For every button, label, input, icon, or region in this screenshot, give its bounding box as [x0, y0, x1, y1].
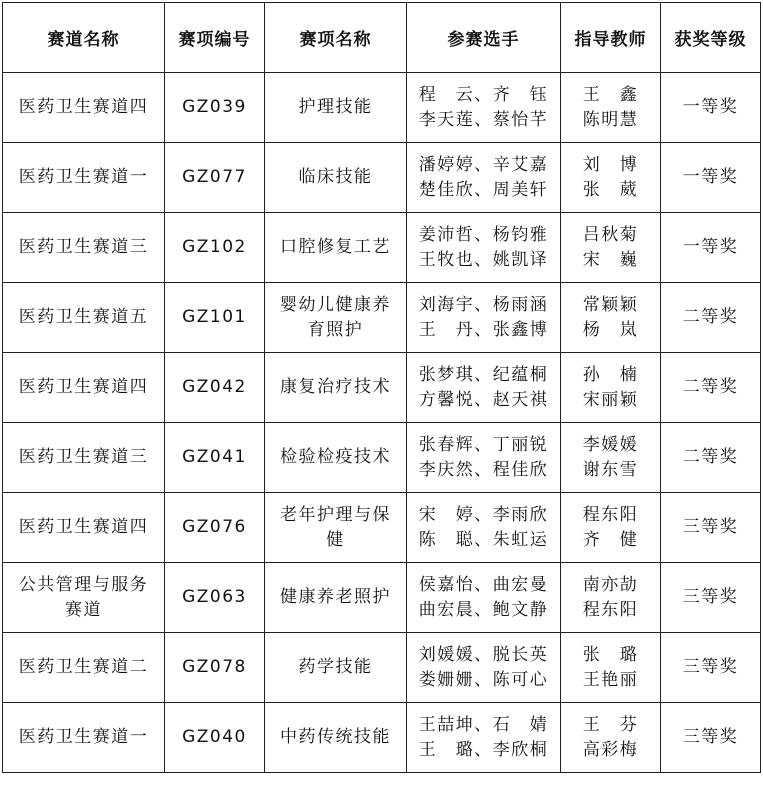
teachers-cell: [561, 143, 661, 213]
students-cell: [407, 633, 561, 703]
teachers-cell-line: 李媛媛: [582, 434, 639, 455]
teachers-cell-line: 谢东雪: [582, 459, 639, 480]
header-code: 赛项编号: [165, 3, 265, 73]
teachers-cell: [561, 703, 661, 773]
teachers-cell-line: 王 芬: [582, 714, 639, 735]
teachers-cell-line: 刘 博: [582, 154, 639, 175]
students-cell-line: 刘海宇、杨雨涵: [418, 294, 549, 315]
track-cell: [3, 493, 165, 563]
track-cell: [3, 73, 165, 143]
track-cell-line: 医药卫生赛道四: [18, 97, 149, 117]
teachers-cell-line: 南亦劼: [582, 574, 639, 595]
track-cell-line: 医药卫生赛道一: [18, 167, 149, 187]
code-cell: GZ040: [165, 703, 265, 773]
students-cell: [407, 353, 561, 423]
table-row: [3, 563, 761, 633]
students-cell-line: 王 丹、张鑫博: [418, 319, 549, 340]
track-cell: [3, 423, 165, 493]
table-row: [3, 633, 761, 703]
code-cell: GZ041: [165, 423, 265, 493]
event-cell-line: 药学技能: [298, 657, 373, 677]
teachers-cell-line: 高彩梅: [582, 739, 639, 760]
award-cell: 三等奖: [661, 493, 761, 563]
award-cell: 二等奖: [661, 423, 761, 493]
track-cell-line: 医药卫生赛道四: [18, 517, 149, 537]
track-cell-line: 医药卫生赛道三: [18, 237, 149, 257]
teachers-cell-line: 张 葳: [582, 179, 639, 200]
event-cell-line: 健: [326, 529, 345, 550]
teachers-cell-line: 王艳丽: [582, 669, 639, 690]
students-cell-line: 姜沛哲、杨钧雅: [418, 224, 549, 245]
table-row: [3, 283, 761, 353]
event-cell-line: 口腔修复工艺: [280, 237, 391, 257]
track-cell-line: 医药卫生赛道一: [18, 727, 149, 747]
teachers-cell-line: 王 鑫: [582, 84, 639, 105]
table-row: [3, 73, 761, 143]
code-cell: GZ063: [165, 563, 265, 633]
track-cell-line: 医药卫生赛道五: [18, 307, 149, 327]
track-cell-line: 医药卫生赛道二: [18, 657, 149, 677]
teachers-cell-line: 宋 巍: [582, 249, 639, 270]
event-cell: [265, 633, 407, 703]
students-cell: [407, 703, 561, 773]
event-cell-line: 检验检疫技术: [280, 447, 391, 467]
event-cell: [265, 493, 407, 563]
track-cell-line: 赛道: [65, 599, 102, 620]
teachers-cell: [561, 353, 661, 423]
track-cell-line: 医药卫生赛道三: [18, 447, 149, 467]
award-cell: 三等奖: [661, 703, 761, 773]
award-cell: 一等奖: [661, 143, 761, 213]
teachers-cell-line: 常颖颖: [582, 294, 639, 315]
teachers-cell: [561, 213, 661, 283]
table-row: [3, 423, 761, 493]
header-track: 赛道名称: [3, 3, 165, 73]
teachers-cell: [561, 283, 661, 353]
track-cell-line: 医药卫生赛道四: [18, 377, 149, 397]
event-cell: [265, 353, 407, 423]
award-cell: 二等奖: [661, 353, 761, 423]
students-cell-line: 程 云、齐 钰: [418, 84, 549, 105]
students-cell: [407, 493, 561, 563]
students-cell-line: 娄姗姗、陈可心: [418, 669, 549, 690]
event-cell-line: 育照护: [307, 319, 364, 340]
students-cell-line: 楚佳欣、周美轩: [418, 179, 549, 200]
table-row: [3, 213, 761, 283]
award-cell: 三等奖: [661, 563, 761, 633]
header-row: [3, 3, 761, 73]
event-cell-line: 健康养老照护: [280, 587, 391, 607]
students-cell: [407, 283, 561, 353]
track-cell-line: 公共管理与服务: [18, 574, 149, 595]
header-event: 赛项名称: [265, 3, 407, 73]
students-cell-line: 王牧也、姚凯译: [418, 249, 549, 270]
students-cell: [407, 143, 561, 213]
teachers-cell: [561, 73, 661, 143]
track-cell: [3, 563, 165, 633]
event-cell: [265, 423, 407, 493]
students-cell-line: 宋 婷、李雨欣: [418, 504, 549, 525]
event-cell-line: 婴幼儿健康养: [280, 294, 391, 315]
event-cell: [265, 703, 407, 773]
code-cell: GZ076: [165, 493, 265, 563]
teachers-cell-line: 陈明慧: [582, 109, 639, 130]
students-cell-line: 曲宏晨、鲍文静: [418, 599, 549, 620]
teachers-cell-line: 程东阳: [582, 599, 639, 620]
table-row: [3, 493, 761, 563]
award-cell: 三等奖: [661, 633, 761, 703]
award-cell: 二等奖: [661, 283, 761, 353]
code-cell: GZ039: [165, 73, 265, 143]
code-cell: GZ077: [165, 143, 265, 213]
students-cell-line: 陈 聪、朱虹运: [418, 529, 549, 550]
table-row: [3, 143, 761, 213]
awards-table: [2, 2, 761, 773]
students-cell-line: 潘婷婷、辛艾嘉: [418, 154, 549, 175]
teachers-cell-line: 吕秋菊: [582, 224, 639, 245]
students-cell: [407, 423, 561, 493]
teachers-cell: [561, 563, 661, 633]
code-cell: GZ078: [165, 633, 265, 703]
students-cell: [407, 73, 561, 143]
table-header: [3, 3, 761, 73]
students-cell: [407, 213, 561, 283]
track-cell: [3, 703, 165, 773]
table-body: [3, 73, 761, 773]
teachers-cell: [561, 423, 661, 493]
code-cell: GZ042: [165, 353, 265, 423]
students-cell-line: 方馨悦、赵天祺: [418, 389, 549, 410]
teachers-cell-line: 杨 岚: [582, 319, 639, 340]
code-cell: GZ102: [165, 213, 265, 283]
event-cell: [265, 73, 407, 143]
teachers-cell-line: 齐 健: [582, 529, 639, 550]
students-cell-line: 王 璐、李欣桐: [418, 739, 549, 760]
teachers-cell-line: 宋丽颖: [582, 389, 639, 410]
event-cell: [265, 283, 407, 353]
event-cell: [265, 213, 407, 283]
students-cell-line: 张梦琪、纪蕴桐: [418, 364, 549, 385]
teachers-cell: [561, 633, 661, 703]
track-cell: [3, 353, 165, 423]
award-cell: 一等奖: [661, 73, 761, 143]
table-row: [3, 703, 761, 773]
code-cell: GZ101: [165, 283, 265, 353]
event-cell-line: 护理技能: [298, 97, 373, 117]
students-cell: [407, 563, 561, 633]
event-cell-line: 临床技能: [298, 167, 373, 187]
event-cell: [265, 143, 407, 213]
track-cell: [3, 633, 165, 703]
track-cell: [3, 213, 165, 283]
event-cell: [265, 563, 407, 633]
track-cell: [3, 143, 165, 213]
students-cell-line: 张春辉、丁丽锐: [418, 434, 549, 455]
students-cell-line: 李天莲、蔡怡芊: [418, 109, 549, 130]
header-teachers: 指导教师: [561, 3, 661, 73]
teachers-cell-line: 张 璐: [582, 644, 639, 665]
teachers-cell-line: 程东阳: [582, 504, 639, 525]
students-cell-line: 王喆坤、石 婧: [418, 714, 549, 735]
students-cell-line: 刘媛媛、脱长英: [418, 644, 549, 665]
teachers-cell-line: 孙 楠: [582, 364, 639, 385]
table-row: [3, 353, 761, 423]
teachers-cell: [561, 493, 661, 563]
header-award: 获奖等级: [661, 3, 761, 73]
header-students: 参赛选手: [407, 3, 561, 73]
students-cell-line: 李庆然、程佳欣: [418, 459, 549, 480]
event-cell-line: 中药传统技能: [280, 727, 391, 747]
event-cell-line: 康复治疗技术: [280, 377, 391, 397]
award-cell: 一等奖: [661, 213, 761, 283]
event-cell-line: 老年护理与保: [280, 504, 391, 525]
track-cell: [3, 283, 165, 353]
students-cell-line: 侯嘉怡、曲宏曼: [418, 574, 549, 595]
